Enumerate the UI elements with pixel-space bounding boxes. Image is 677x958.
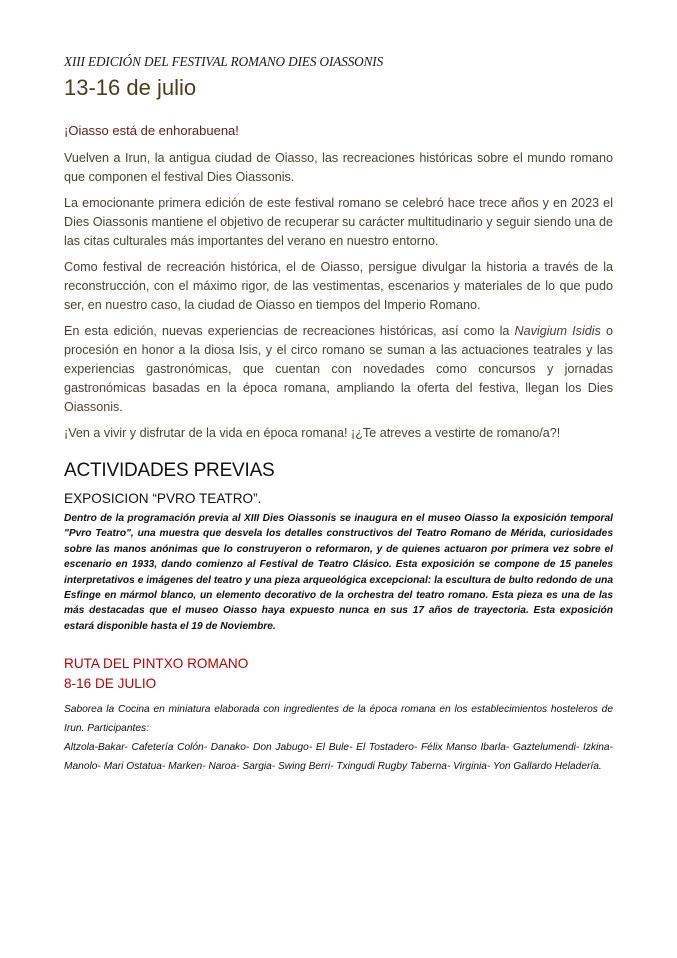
intro-paragraph-5: ¡Ven a vivir y disfrutar de la vida en época romana! ¡¿Te atreves a vestirte de romano/a?! xyxy=(64,426,561,440)
intro-paragraph-3: Como festival de recreación histórica, el de Oiasso, persigue divulgar la historia a través de la reconstrucción, con el máximo rigor, de las vestimentas, escenarios y materiales de lo que pudo ser, en nuestro caso, la ciudad de Oiasso en tiempos del Imperio Romano. xyxy=(64,260,613,312)
navigium-isidis-italic: Navigium Isidis xyxy=(514,324,601,338)
activities-section-title: ACTIVIDADES PREVIAS xyxy=(64,460,275,481)
intro-paragraph-4-start: En esta edición, nuevas experiencias de recreaciones históricas, así como la xyxy=(64,324,515,338)
festival-dates-heading: 13-16 de julio xyxy=(64,75,197,100)
intro-paragraph-4-end: o procesión en honor a la diosa Isis, y el circo romano se suman a las actuaciones teatrales y las experiencias gastronómicas, que cuentan con novedades como concursos y jornadas gastronómicas basadas en la época romana, ampliando la oferta del festiva, llegan los Dies Oiassonis. xyxy=(64,324,613,414)
festival-kicker: XIII EDICIÓN DEL FESTIVAL ROMANO DIES OIASSONIS xyxy=(64,54,384,69)
ruta-dates: 8-16 DE JULIO xyxy=(64,676,157,691)
ruta-title: RUTA DEL PINTXO ROMANO xyxy=(64,656,249,671)
intro-paragraph-4 xyxy=(64,322,613,417)
intro-paragraph-1: Vuelven a Irun, la antigua ciudad de Oiasso, las recreaciones históricas sobre el mundo romano que componen el festival Dies Oiassonis. xyxy=(64,151,613,184)
expo-description: Dentro de la programación previa al XIII Dies Oiassonis se inaugura en el museo Oiasso la exposición temporal "Pvro Teatro", una muestra que desvela los detalles constructivos del Teatro Romano de Mérida, curiosidades sobre las manos anónimas que lo construyeron o reformaron, y de quienes actuaron por primera vez sobre el escenario en 1933, dando comienzo al Festival de Teatro Clásico. Esta exposición se compone de 15 paneles interpretativos e imágenes del teatro y una pieza arqueológica excepcional: la escultura de bulto redondo de una Esfinge en mármol blanco, un elemento decorativo de la orchestra del teatro romano. Esta pieza es una de las más destacadas que el museo Oiasso haya expuesto nunca en sus 17 años de trayectoria. Esta exposición estará disponible hasta el 19 de Noviembre. xyxy=(64,513,613,632)
ruta-description: Saborea la Cocina en miniatura elaborada con ingredientes de la época romana en los establecimientos hosteleros de Irun. Participantes: xyxy=(64,704,613,734)
ruta-participants-list: Altzola-Bakar- Cafetería Colón- Danako- Don Jabugo- El Bule- El Tostadero- Félix Manso Ibarla- Gaztelumendi- Izkina- Manolo- Mari Ostatua- Marken- Naroa- Sargia- Swing Berri- Txingudi Rugby Taberna- Virginia- Yon Gallardo Heladería. xyxy=(64,742,613,772)
intro-paragraph-2: La emocionante primera edición de este festival romano se celebró hace trece años y en 2023 el Dies Oiassonis mantiene el objetivo de recuperar su carácter multitudinario y seguir siendo una de las citas culturales más importantes del verano en nuestro entorno. xyxy=(64,196,613,248)
intro-text xyxy=(64,149,613,450)
expo-title: EXPOSICION “PVRO TEATRO”. xyxy=(64,491,262,506)
intro-headline: ¡Oiasso está de enhorabuena! xyxy=(64,123,239,138)
